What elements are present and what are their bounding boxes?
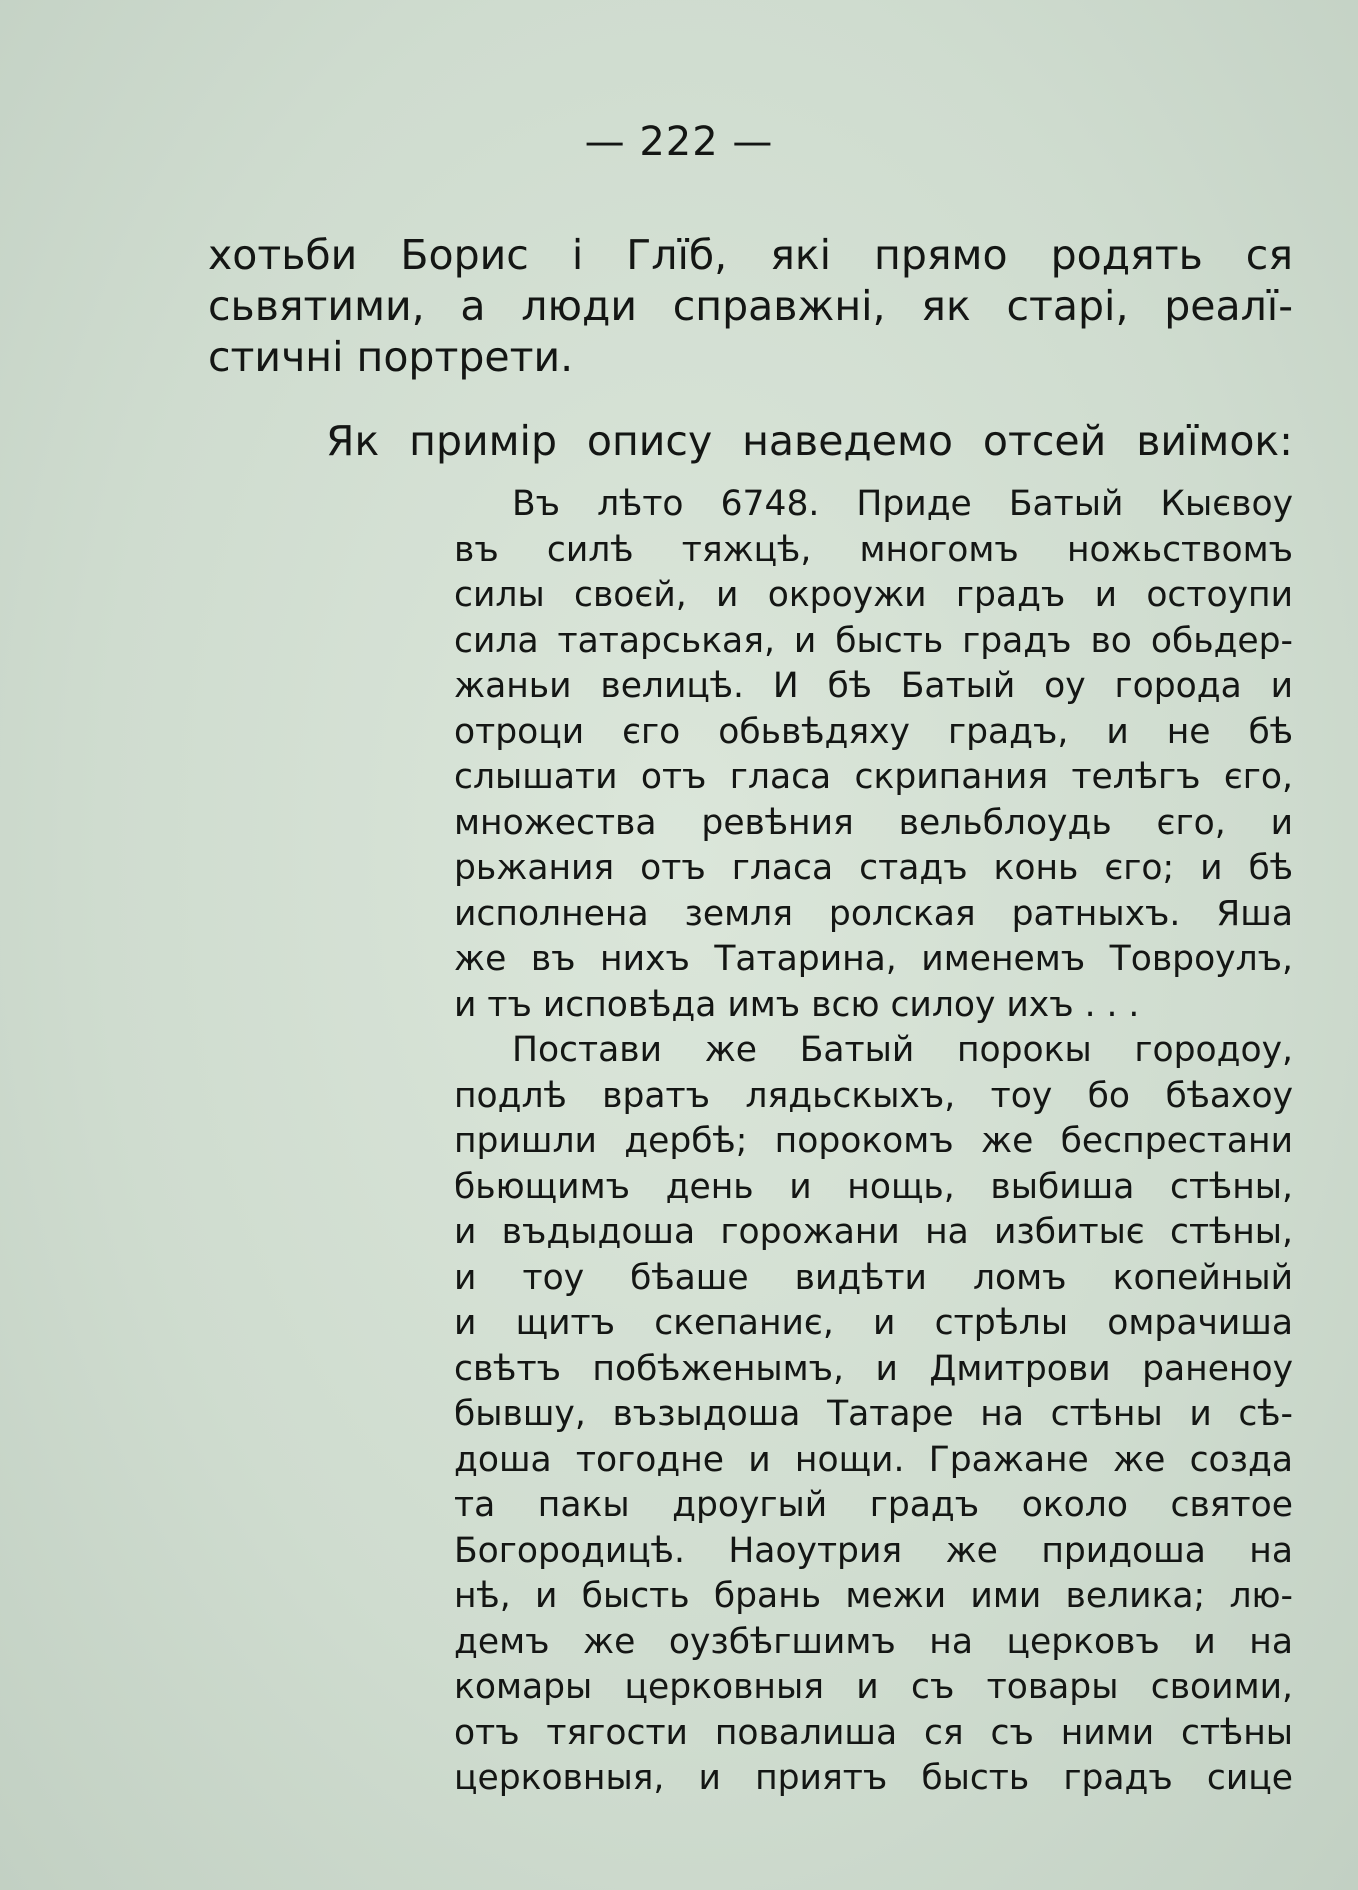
intro-paragraph bbox=[208, 230, 1293, 383]
chronicle-quote bbox=[454, 482, 1293, 1802]
quote-line: въ силѣ тяжцѣ, многомъ ножьствомъ bbox=[454, 529, 1293, 570]
quote-line: отъ тягости повалиша ся съ ними стѣны bbox=[454, 1712, 1293, 1753]
intro-line: сьвятими, а люди справжні, як старі, реалї- bbox=[208, 282, 1293, 330]
quote-line: и въдыдоша горожани на избитыє стѣны, bbox=[454, 1212, 1293, 1252]
intro-line: хотьби Борис і Глїб, які прямо родять ся bbox=[208, 231, 1293, 279]
quote-line: и тоу бѣаше видѣти ломъ копейный bbox=[454, 1257, 1293, 1298]
quote-line: демъ же оузбѣгшимъ на церковъ и на bbox=[454, 1621, 1293, 1662]
quote-line: Богородицѣ. Наоутрия же придоша на bbox=[454, 1530, 1293, 1571]
quote-line: множества ревѣния вельблоудь єго, и bbox=[454, 802, 1293, 843]
intro-line: стичні портрети. bbox=[208, 333, 574, 381]
quote-line: та пакы дроугый градъ около святое bbox=[454, 1485, 1293, 1525]
quote-line: Въ лѣто 6748. Приде Батый Кыєвоу bbox=[512, 484, 1293, 524]
quote-line: исполнена земля ролская ратныхъ. Яша bbox=[454, 893, 1293, 934]
quote-line: бьющимъ день и нощь, выбиша стѣны, bbox=[454, 1166, 1293, 1207]
quote-line: Постави же Батый порокы городоу, bbox=[512, 1030, 1293, 1070]
quote-line: комары церковныя и съ товары своими, bbox=[454, 1667, 1293, 1707]
quote-line: же въ нихъ Татарина, именемъ Товроулъ, bbox=[454, 939, 1293, 979]
quote-line: и щитъ скепаниє, и стрѣлы омрачиша bbox=[454, 1303, 1293, 1343]
quote-line: слышати отъ гласа скрипания телѣгъ єго, bbox=[454, 757, 1293, 797]
quote-line: пришли дербѣ; порокомъ же беспрестани bbox=[454, 1121, 1293, 1161]
quote-line: бывшу, възыдоша Татаре на стѣны и сѣ- bbox=[454, 1394, 1293, 1434]
quote-line: нѣ, и бысть брань межи ими велика; лю- bbox=[454, 1576, 1293, 1616]
quote-line: силы своєй, и окроужи градъ и остоупи bbox=[454, 575, 1293, 615]
page-number: — 222 — bbox=[584, 119, 774, 165]
quote-line: жаньи велицѣ. И бѣ Батый оу города и bbox=[454, 666, 1293, 706]
lead-line: Як примір опису наведемо отсей виїмок: bbox=[326, 417, 1293, 465]
quote-line: свѣтъ побѣженымъ, и Дмитрови раненоу bbox=[454, 1348, 1293, 1389]
quote-line: и тъ исповѣда имъ всю силоу ихъ . . . bbox=[454, 984, 1140, 1025]
quote-line: подлѣ вратъ лядьскыхъ, тоу бо бѣахоу bbox=[454, 1075, 1293, 1116]
quote-line: сила татарськая, и бысть градъ во обьдер- bbox=[454, 620, 1293, 661]
quote-line: рьжания отъ гласа стадъ конь єго; и бѣ bbox=[454, 848, 1293, 888]
quote-line: доша тогодне и нощи. Гражане же созда bbox=[454, 1439, 1293, 1480]
quote-line: церковныя, и приятъ бысть градъ сице bbox=[454, 1758, 1293, 1798]
quote-line: отроци єго обьвѣдяху градъ, и не бѣ bbox=[454, 711, 1293, 752]
